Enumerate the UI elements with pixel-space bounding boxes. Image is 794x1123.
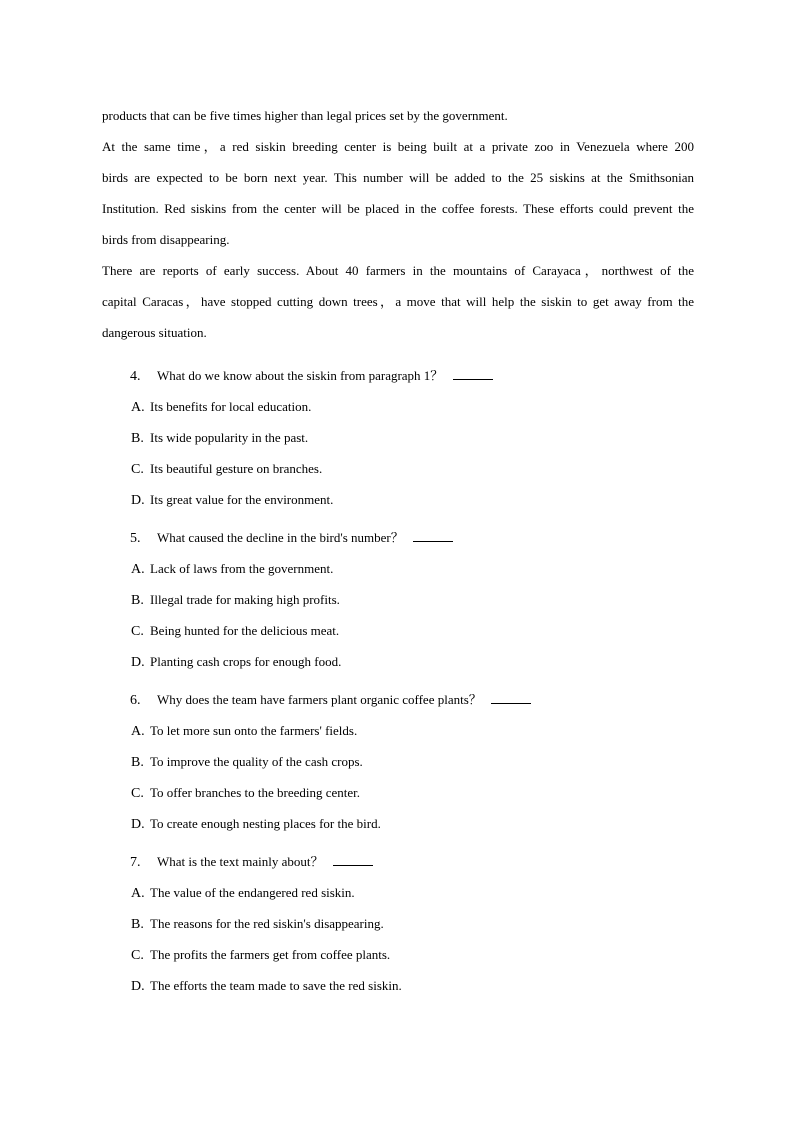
question-number: 7. [130, 855, 141, 870]
option-letter: B. [131, 755, 144, 770]
option-letter: C. [131, 948, 144, 963]
question-stem [130, 688, 690, 712]
option-letter: D. [131, 979, 145, 994]
passage-line: There are reports of early success. About 40 farmers in the mountains of Carayaca，northwest of the [102, 263, 694, 278]
option-text: To let more sun onto the farmers' fields. [150, 723, 358, 738]
option-text: To improve the quality of the cash crops. [150, 754, 363, 769]
option-b[interactable] [131, 588, 690, 612]
option-letter: B. [131, 593, 144, 608]
option-b[interactable] [131, 912, 690, 936]
passage-line: capital Caracas，have stopped cutting down trees，a move that will help the siskin to get away from the [102, 294, 694, 309]
option-text: The profits the farmers get from coffee plants. [150, 947, 391, 962]
option-text: To offer branches to the breeding center. [150, 785, 361, 800]
question-text: Why does the team have farmers plant organic coffee plants？ [157, 692, 482, 707]
option-text: Its wide popularity in the past. [150, 430, 309, 445]
option-letter: A. [131, 562, 145, 577]
question-6 [130, 688, 690, 836]
question-5 [130, 526, 690, 674]
option-text: Illegal trade for making high profits. [150, 592, 340, 607]
option-a[interactable] [131, 881, 690, 905]
option-text: The efforts the team made to save the red siskin. [150, 978, 402, 993]
question-text: What do we know about the siskin from paragraph 1？ [157, 368, 444, 383]
reading-passage [102, 100, 694, 348]
option-text: The value of the endangered red siskin. [150, 885, 355, 900]
passage-line: Institution. Red siskins from the center will be placed in the coffee forests. These efforts could prevent the [102, 201, 694, 216]
question-stem [130, 850, 690, 874]
question-list [130, 364, 690, 1005]
option-letter: C. [131, 624, 144, 639]
question-number: 5. [130, 531, 141, 546]
question-number: 6. [130, 693, 141, 708]
option-d[interactable] [131, 650, 690, 674]
option-a[interactable] [131, 557, 690, 581]
option-a[interactable] [131, 719, 690, 743]
option-a[interactable] [131, 395, 690, 419]
passage-line: birds are expected to be born next year. This number will be added to the 25 siskins at the Smithsonian [102, 170, 694, 185]
question-4 [130, 364, 690, 512]
option-c[interactable] [131, 943, 690, 967]
option-text: Lack of laws from the government. [150, 561, 334, 576]
option-letter: D. [131, 655, 145, 670]
option-b[interactable] [131, 750, 690, 774]
question-7 [130, 850, 690, 998]
passage-line: dangerous situation. [102, 325, 207, 340]
question-text: What is the text mainly about？ [157, 854, 324, 869]
option-letter: A. [131, 724, 145, 739]
question-text: What caused the decline in the bird's number？ [157, 530, 404, 545]
passage-line: At the same time，a red siskin breeding center is being built at a private zoo in Venezuela where 200 [102, 139, 694, 154]
option-letter: D. [131, 493, 145, 508]
option-text: Being hunted for the delicious meat. [150, 623, 340, 638]
option-text: Its great value for the environment. [150, 492, 334, 507]
answer-blank[interactable] [453, 367, 493, 380]
option-d[interactable] [131, 488, 690, 512]
option-letter: A. [131, 400, 145, 415]
option-c[interactable] [131, 781, 690, 805]
question-number: 4. [130, 369, 141, 384]
answer-blank[interactable] [491, 691, 531, 704]
option-text: To create enough nesting places for the bird. [150, 816, 381, 831]
option-letter: B. [131, 917, 144, 932]
question-stem [130, 526, 690, 550]
option-letter: B. [131, 431, 144, 446]
option-b[interactable] [131, 426, 690, 450]
answer-blank[interactable] [333, 853, 373, 866]
option-d[interactable] [131, 974, 690, 998]
passage-line: birds from disappearing. [102, 232, 230, 247]
option-letter: D. [131, 817, 145, 832]
option-letter: C. [131, 462, 144, 477]
option-c[interactable] [131, 457, 690, 481]
answer-blank[interactable] [413, 529, 453, 542]
option-letter: A. [131, 886, 145, 901]
option-letter: C. [131, 786, 144, 801]
option-text: Planting cash crops for enough food. [150, 654, 342, 669]
option-d[interactable] [131, 812, 690, 836]
option-text: Its beautiful gesture on branches. [150, 461, 323, 476]
passage-line: products that can be five times higher than legal prices set by the government. [102, 108, 508, 123]
option-c[interactable] [131, 619, 690, 643]
option-text: The reasons for the red siskin's disappearing. [150, 916, 384, 931]
question-stem [130, 364, 690, 388]
option-text: Its benefits for local education. [150, 399, 312, 414]
